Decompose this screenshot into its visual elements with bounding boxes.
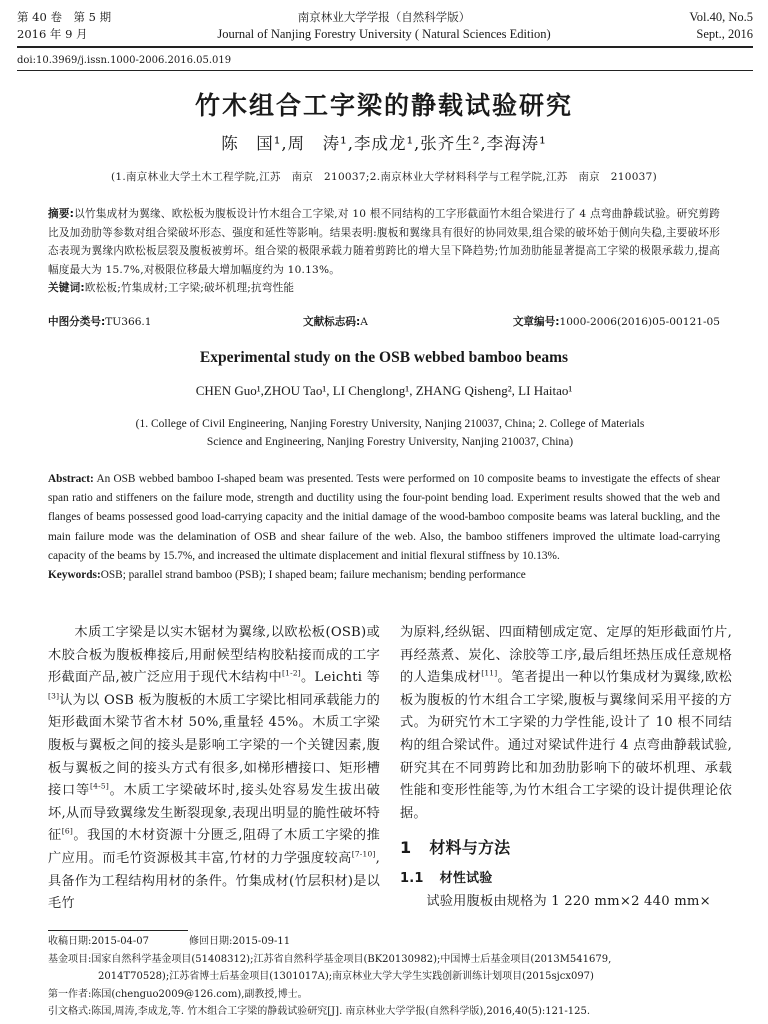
affiliation-en-line2: Science and Engineering, Nanjing Forestry University, Nanjing 210037, China) — [206, 436, 574, 448]
section-heading-1-1: 1.1 材性试验 — [400, 870, 493, 886]
abstract-en-label: Abstract: — [48, 473, 94, 485]
title-en: Experimental study on the OSB webbed bamboo beams — [199, 349, 569, 366]
footnote-rule — [48, 930, 188, 931]
volume-en: Vol.40, No.5 — [689, 10, 753, 24]
affiliation-cn: (1.南京林业大学土木工程学院,江苏 南京 210037;2.南京林业大学材料科学与工程学院,江苏 南京 210037) — [110, 171, 658, 183]
received-date: 收稿日期:2015-04-07 修回日期:2015-09-11 — [48, 936, 291, 947]
citation-ref: [4-5] — [90, 781, 109, 791]
body-column-right — [400, 622, 732, 913]
citation-format: 引文格式:陈国,周涛,李成龙,等. 竹木组合工字梁的静载试验研究[J]. 南京林业大学学报(自然科学版),2016,40(5):121-125. — [48, 1006, 591, 1018]
document-code: 文献标志码:A — [303, 316, 368, 328]
citation-ref: [11] — [481, 668, 498, 678]
journal-name-en: Journal of Nanjing Forestry University ( Natural Sciences Edition) — [217, 27, 551, 41]
doi-rule — [17, 70, 753, 71]
footnotes — [48, 933, 748, 1021]
abstract-en — [48, 470, 720, 585]
body-column-left — [48, 622, 380, 916]
keywords-en-label: Keywords: — [48, 569, 101, 582]
citation-ref: [3] — [48, 691, 60, 701]
article-number: 文章编号:1000-2006(2016)05-00121-05 — [512, 316, 720, 328]
section-heading-1: 1 材料与方法 — [400, 838, 511, 858]
date-en: Sept., 2016 — [696, 27, 753, 41]
title-cn: 竹木组合工字梁的静载试验研究 — [194, 91, 573, 120]
clc-number: 中图分类号:TU366.1 — [48, 316, 152, 328]
fund-line2: 2014T70528);江苏省博士后基金项目(1301017A);南京林业大学大学生实践创新训练计划项目(2015sjcx097) — [98, 971, 594, 983]
citation-ref: [7-10] — [351, 849, 376, 859]
keywords-cn-label: 关键词: — [48, 282, 85, 294]
fund-line1: 基金项目:国家自然科学基金项目(51408312);江苏省自然科学基金项目(BK20130982);中国博士后基金项目(2013M541679, — [48, 953, 612, 965]
authors-cn: 陈 国¹,周 涛¹,李成龙¹,张齐生²,李海涛¹ — [221, 134, 547, 153]
header-rule — [17, 46, 753, 48]
keywords-en-text: OSB; parallel strand bamboo (PSB); I shaped beam; failure mechanism; bending performance — [100, 569, 526, 582]
materials-paragraph: 试验用腹板由规格为 1 220 mm×2 440 mm× — [426, 893, 711, 909]
abstract-cn-label: 摘要: — [48, 208, 75, 220]
volume-issue: 第 40 卷 第 5 期 — [17, 10, 112, 24]
abstract-en-text: An OSB webbed bamboo I-shaped beam was presented. Tests were performed on 10 composite beams to investigate the effects of shear span ratio and stiffeners on the failure mode, strength and ductility using the four-point bending load. Experiment results showed that the web and flanges of beams possessed good load-carrying capacity and the initial damage of the wood-bamboo composite beams was lateral buckling, and the main failure mode was the delamination of OSB and shear failure of the web. Also, the bamboo stiffeners improved the ultimate load-carrying capacity of the beams by 15.7%, and increased the ultimate displacement and initial flexural stiffness by 10.13%. — [48, 473, 721, 562]
citation-ref: [6] — [61, 826, 73, 836]
doi: doi:10.3969/j.issn.1000-2006.2016.05.019 — [17, 55, 232, 66]
intro-paragraph: 木质工字梁是以实木锯材为翼缘,以欧松板(OSB)或木胶合板为腹板榫接后,用耐候型结构胶粘接而成的工字形截面产品,被广泛应用于现代木结构中[1-2]。Leichti 等[3]认为以 OSB 板为腹板的木质工字梁比相同承载能力的矩形截面木梁节省木材 50%,重量轻 45%。木质工字梁腹板与翼板之间的接头是影响工字梁的一个关键因素,腹板与翼板之间的接头方式有很多,如梯形槽接口、矩形槽接口等[4-5]。木质工字梁破坏时,接头处容易发生拔出破坏,从而导致翼缘发生断裂现象,表现出明显的脆性破坏特征[6]。我国的木材资源十分匮乏,阻碍了木质工字梁的推广应用。而毛竹资源极其丰富,竹材的力学强度较高[7-10],具备作为工程结构用材的条件。竹集成材(竹层积材)是以毛竹 — [48, 625, 381, 912]
first-author: 第一作者:陈国(chenguo2009@126.com),副教授,博士。 — [48, 988, 308, 1000]
keywords-cn-text: 欧松板;竹集成材;工字梁;破坏机理;抗弯性能 — [84, 282, 295, 294]
journal-name-cn: 南京林业大学学报（自然科学版） — [297, 10, 471, 24]
affiliation-en-line1: (1. College of Civil Engineering, Nanjing Forestry University, Nanjing 210037, China; 2. College of Materials — [135, 418, 645, 430]
affiliation-en — [90, 415, 690, 451]
authors-en: CHEN Guo¹,ZHOU Tao¹, LI Chenglong¹, ZHANG Qisheng², LI Haitao¹ — [195, 383, 573, 398]
abstract-cn-text: 以竹集成材为翼缘、欧松板为腹板设计竹木组合工字梁,对 10 根不同结构的工字形截面竹木组合梁进行了 4 点弯曲静载试验。研究剪跨比及加劲肋等参数对组合梁破坏形态、强度和延性等影响。结果表明:腹板和翼缘具有很好的协同效果,组合梁的破坏始于侧向失稳,主要破坏形态表现为翼缘内欧松板层裂及腹板被剪坏。组合梁的极限承载力随着剪跨比的增大呈下降趋势;竹加劲肋能显著提高工字梁的极限承载力,提高幅度最大为 15.7%,对极限位移最大增加幅度约为 10.13%。 — [48, 208, 720, 276]
citation-ref: [1-2] — [281, 668, 301, 678]
issue-date: 2016 年 9 月 — [17, 27, 88, 41]
abstract-cn — [48, 205, 720, 298]
intro-paragraph-continued: 为原料,经纵锯、四面精刨成定宽、定厚的矩形截面竹片,再经蒸煮、炭化、涂胶等工序,最后组坯热压成任意规格的人造集成材[11]。笔者提出一种以竹集成材为翼缘,欧松板为腹板的竹木组合工字梁,腹板与翼缘间采用平接的方式。为研究竹木工字梁的力学性能,设计了 10 根不同结构的组合梁试件。通过对梁试件进行 4 点弯曲静载试验,研究其在不同剪跨比和加劲肋影响下的破坏机理、承载性能和变形性能等,为竹木组合工字梁的设计提供理论依据。 — [400, 625, 732, 821]
